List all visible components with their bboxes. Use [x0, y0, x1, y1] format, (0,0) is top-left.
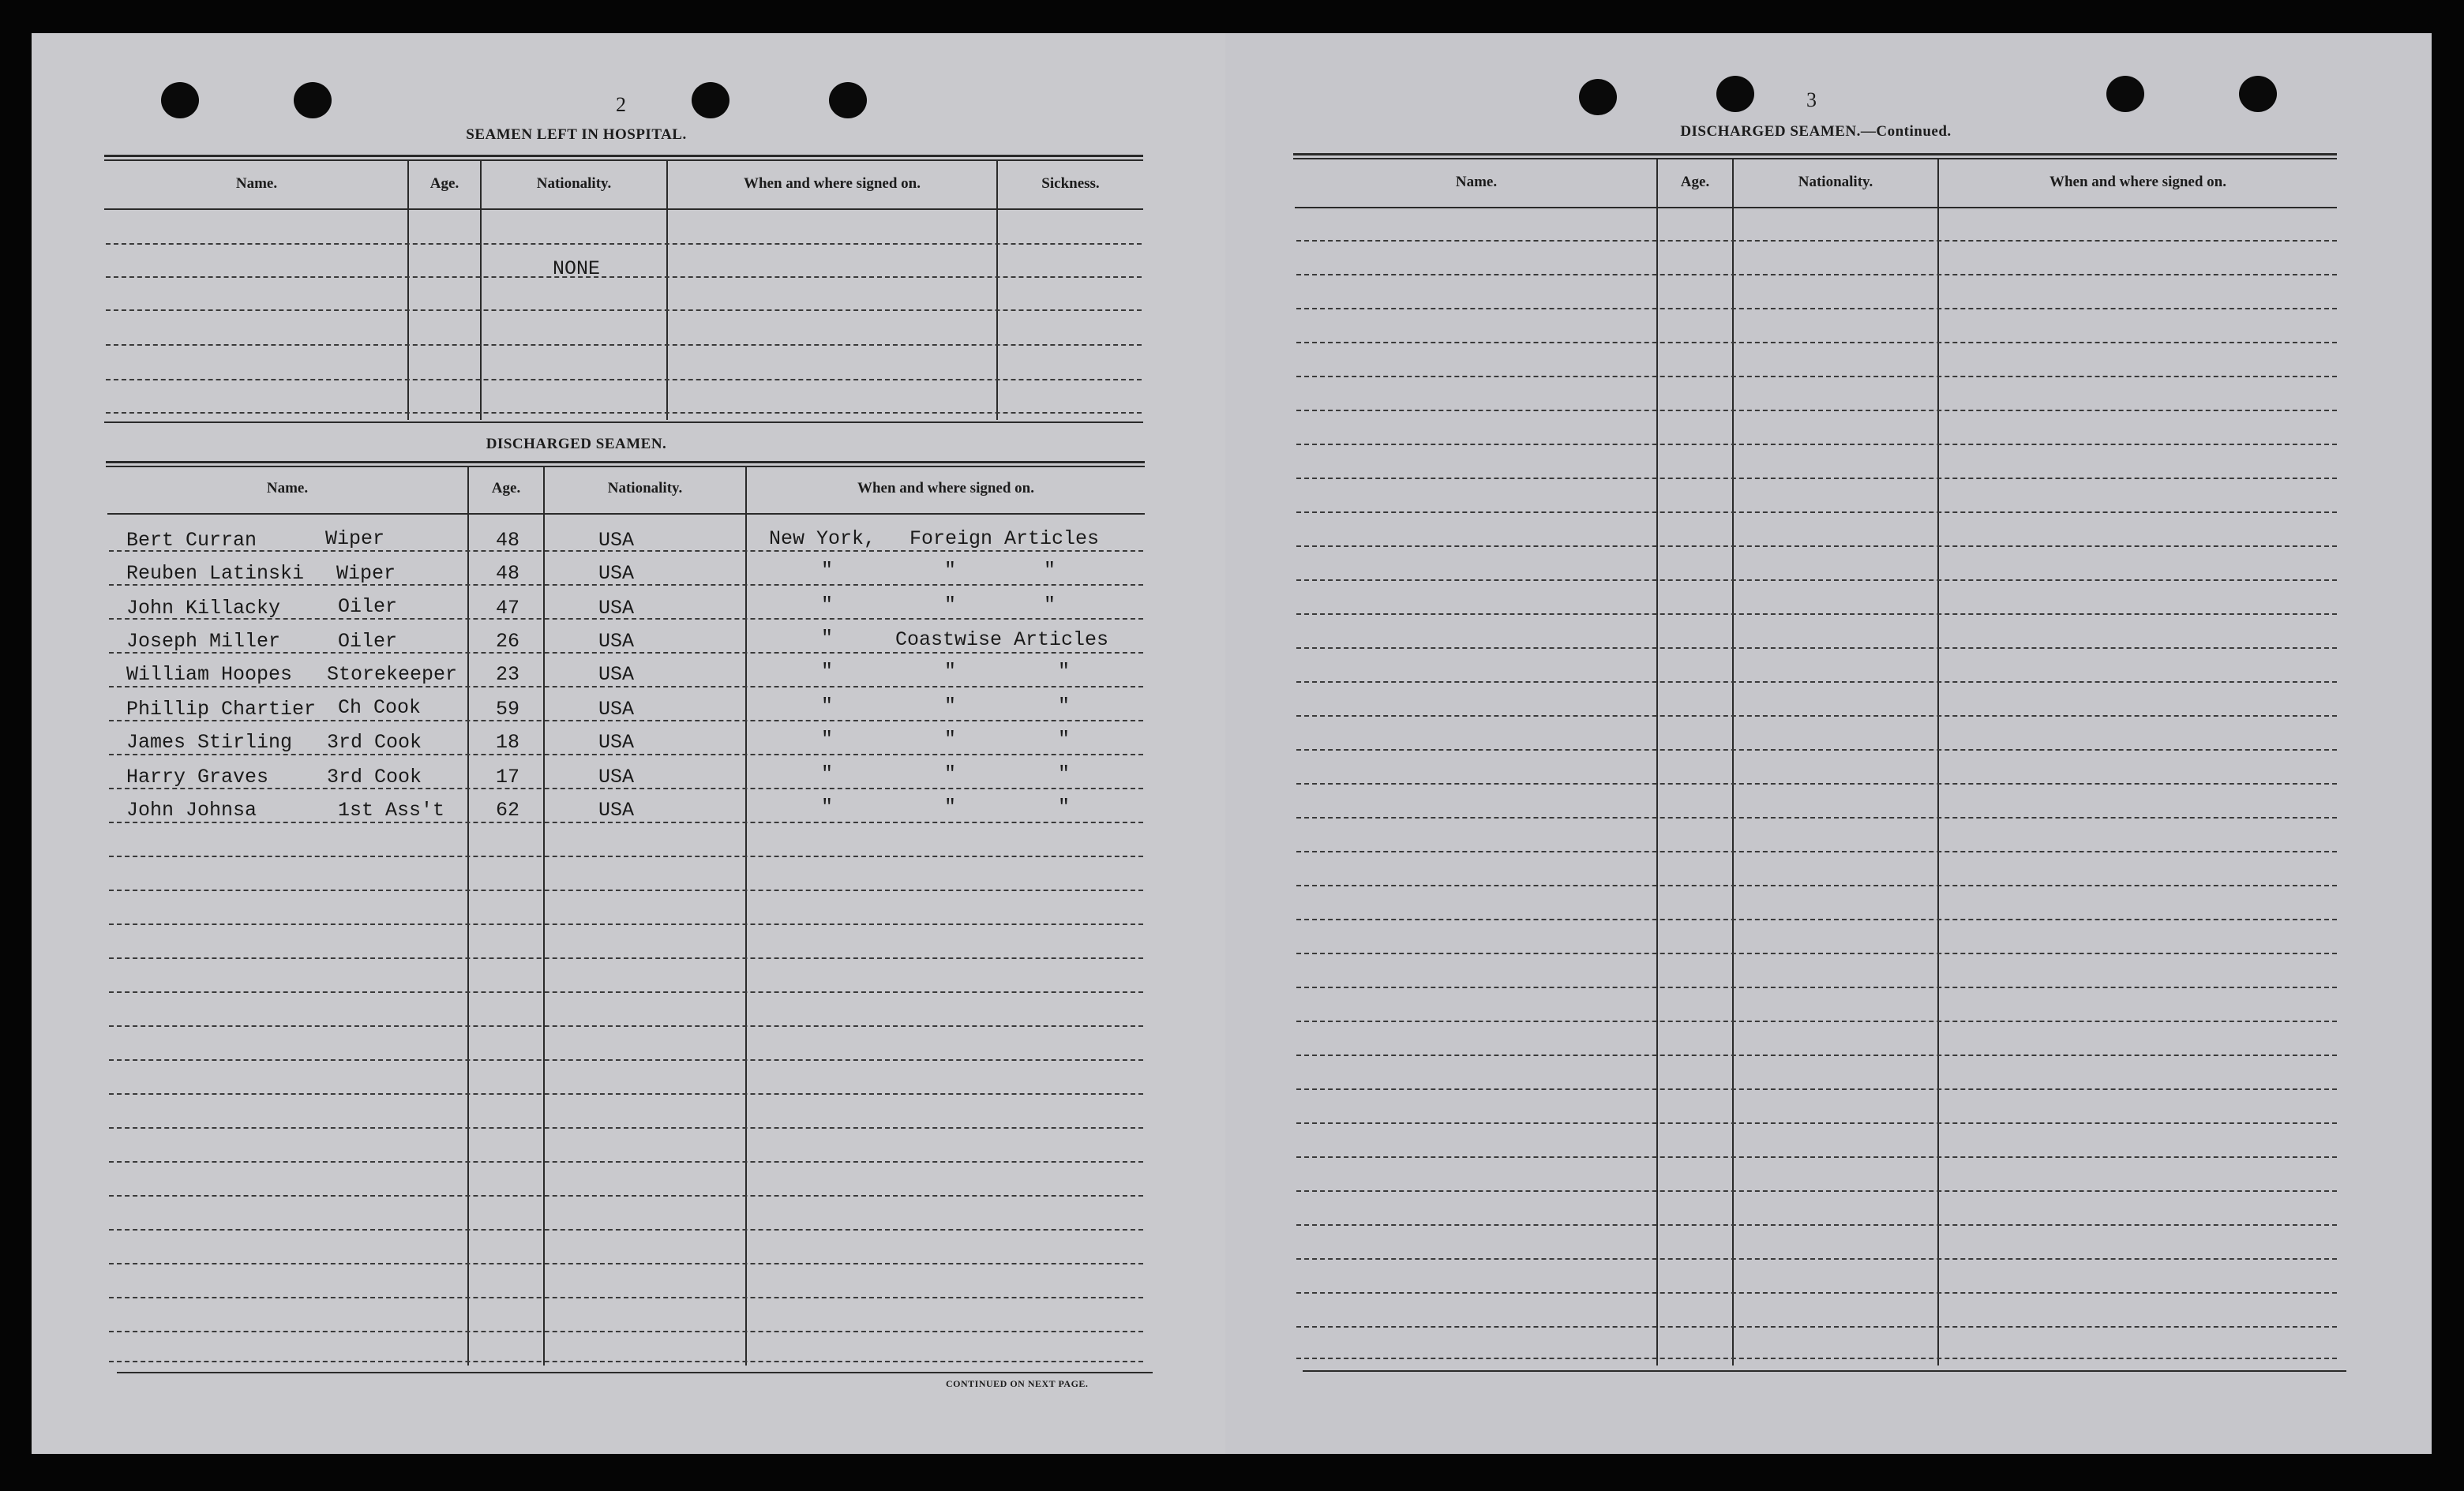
- dotted-line: [106, 276, 1142, 278]
- dotted-line: [1296, 953, 2337, 954]
- table-top-rule: [104, 155, 1143, 157]
- dotted-line: [109, 788, 1143, 789]
- column-divider: [996, 161, 998, 420]
- ditto-mark: ": [944, 559, 957, 582]
- ditto-mark: ": [1044, 594, 1056, 616]
- dotted-line: [109, 991, 1143, 993]
- dotted-line: [1296, 579, 2337, 581]
- ditto-mark: ": [821, 594, 834, 616]
- discharged-section-title: DISCHARGED SEAMEN.: [486, 436, 667, 452]
- dotted-line: [1296, 444, 2337, 445]
- dotted-line: [1296, 1021, 2337, 1022]
- dotted-line: [1296, 613, 2337, 615]
- seaman-name: William Hoopes: [126, 663, 293, 686]
- seaman-nationality: USA: [598, 663, 635, 686]
- punch-hole: [294, 82, 332, 118]
- column-divider: [467, 467, 469, 1366]
- ditto-mark: ": [821, 660, 834, 683]
- seaman-rating: Wiper: [325, 527, 385, 550]
- dotted-line: [1296, 987, 2337, 988]
- dotted-line: [109, 1195, 1143, 1197]
- dotted-line: [1296, 545, 2337, 547]
- hospital-section-title: SEAMEN LEFT IN HOSPITAL.: [466, 126, 687, 143]
- dotted-line: [109, 1229, 1143, 1231]
- continued-footer: CONTINUED ON NEXT PAGE.: [946, 1378, 1089, 1389]
- table-top-rule: [106, 461, 1145, 463]
- dotted-line: [1296, 478, 2337, 479]
- dotted-line: [1296, 1156, 2337, 1158]
- seaman-nationality: USA: [598, 698, 635, 721]
- discharged-col-signed-on: When and where signed on.: [857, 480, 1034, 496]
- seaman-age: 59: [496, 698, 520, 721]
- hospital-col-age: Age.: [429, 175, 459, 192]
- discharged-continued-title: DISCHARGED SEAMEN.—Continued.: [1680, 123, 1952, 140]
- punch-hole: [161, 82, 199, 118]
- dotted-line: [1296, 511, 2337, 513]
- seaman-nationality: USA: [598, 529, 635, 552]
- ditto-mark: ": [821, 728, 834, 751]
- dotted-line: [109, 1093, 1143, 1095]
- punch-hole: [692, 82, 729, 118]
- ditto-mark: ": [1058, 660, 1071, 683]
- seaman-nationality: USA: [598, 597, 635, 620]
- seaman-rating: Ch Cook: [338, 696, 422, 719]
- seaman-nationality: USA: [598, 799, 635, 822]
- seaman-rating: Oiler: [338, 595, 398, 618]
- ditto-mark: ": [944, 796, 957, 819]
- dotted-line: [1296, 1258, 2337, 1260]
- ditto-mark: ": [1058, 695, 1071, 717]
- table-top-rule: [106, 466, 1145, 467]
- signed-on-articles: Foreign Articles: [909, 527, 1100, 550]
- seaman-rating: 3rd Cook: [327, 766, 422, 789]
- signed-on-articles: Coastwise Articles: [895, 628, 1109, 651]
- ditto-mark: ": [944, 695, 957, 717]
- column-divider: [543, 467, 545, 1366]
- seaman-age: 23: [496, 663, 520, 686]
- column-divider: [1937, 159, 1939, 1366]
- continued-col-name: Name.: [1455, 174, 1498, 190]
- ditto-mark: ": [944, 762, 957, 785]
- dotted-line: [109, 686, 1143, 687]
- seaman-nationality: USA: [598, 562, 635, 585]
- seaman-rating: Oiler: [338, 630, 398, 653]
- dotted-line: [1296, 1292, 2337, 1294]
- column-divider: [407, 161, 409, 420]
- seaman-name: James Stirling: [126, 731, 293, 754]
- discharged-col-nationality: Nationality.: [607, 480, 683, 496]
- dotted-line: [1296, 715, 2337, 717]
- seaman-age: 26: [496, 630, 520, 653]
- dotted-line: [109, 1025, 1143, 1027]
- seaman-nationality: USA: [598, 766, 635, 789]
- seaman-age: 17: [496, 766, 520, 789]
- dotted-line: [1296, 749, 2337, 751]
- dotted-line: [1296, 1088, 2337, 1090]
- ditto-mark: ": [821, 559, 834, 582]
- punch-hole: [829, 82, 867, 118]
- section-rule: [104, 421, 1143, 423]
- dotted-line: [1296, 885, 2337, 886]
- column-divider: [1656, 159, 1658, 1366]
- punch-hole: [2239, 76, 2277, 112]
- seaman-nationality: USA: [598, 731, 635, 754]
- ditto-mark: ": [1044, 559, 1056, 582]
- seaman-age: 48: [496, 562, 520, 585]
- table-top-rule: [1293, 158, 2337, 159]
- dotted-line: [109, 856, 1143, 857]
- seaman-name: Bert Curran: [126, 529, 257, 552]
- seaman-age: 62: [496, 799, 520, 822]
- header-underline: [1295, 207, 2337, 208]
- dotted-line: [109, 1331, 1143, 1332]
- seaman-age: 18: [496, 731, 520, 754]
- discharged-col-age: Age.: [491, 480, 521, 496]
- seaman-name: John Killacky: [126, 597, 281, 620]
- dotted-line: [1296, 681, 2337, 683]
- dotted-line: [1296, 851, 2337, 852]
- dotted-line: [109, 890, 1143, 891]
- hospital-col-nationality: Nationality.: [536, 175, 612, 192]
- dotted-line: [109, 720, 1143, 721]
- dotted-line: [109, 618, 1143, 620]
- ditto-mark: ": [1058, 728, 1071, 751]
- seaman-name: Reuben Latinski: [126, 562, 305, 585]
- dotted-line: [1296, 1224, 2337, 1226]
- seaman-rating: 3rd Cook: [327, 731, 422, 754]
- ditto-mark: ": [821, 796, 834, 819]
- table-bottom-rule: [1303, 1370, 2346, 1372]
- dotted-line: [106, 379, 1142, 380]
- dotted-line: [1296, 1358, 2337, 1359]
- column-divider: [745, 467, 747, 1366]
- column-divider: [666, 161, 668, 420]
- punch-hole: [1579, 79, 1617, 115]
- continued-col-signed-on: When and where signed on.: [2049, 174, 2226, 190]
- page-number-right: 3: [1806, 88, 1817, 111]
- seaman-rating: Storekeeper: [327, 663, 458, 686]
- seaman-name: Phillip Chartier: [126, 698, 317, 721]
- dotted-line: [1296, 1055, 2337, 1056]
- discharged-col-name: Name.: [266, 480, 309, 496]
- dotted-line: [1296, 274, 2337, 275]
- seaman-name: John Johnsa: [126, 799, 257, 822]
- dotted-line: [1296, 1122, 2337, 1124]
- dotted-line: [106, 412, 1142, 414]
- dotted-line: [1296, 240, 2337, 242]
- dotted-line: [109, 550, 1143, 552]
- continued-col-age: Age.: [1680, 174, 1710, 190]
- ditto-mark: ": [944, 660, 957, 683]
- seaman-name: Joseph Miller: [126, 630, 281, 653]
- dotted-line: [109, 1161, 1143, 1163]
- hospital-col-sickness: Sickness.: [1041, 175, 1100, 192]
- signed-on-place: New York,: [769, 527, 876, 550]
- dotted-line: [1296, 376, 2337, 377]
- seaman-nationality: USA: [598, 630, 635, 653]
- column-divider: [480, 161, 482, 420]
- dotted-line: [109, 652, 1143, 654]
- column-divider: [1732, 159, 1734, 1366]
- dotted-line: [109, 923, 1143, 925]
- dotted-line: [1296, 817, 2337, 819]
- right-page: [1225, 33, 2432, 1454]
- ditto-mark: ": [1058, 796, 1071, 819]
- dotted-line: [1296, 1190, 2337, 1192]
- continued-col-nationality: Nationality.: [1798, 174, 1873, 190]
- dotted-line: [1296, 919, 2337, 920]
- ditto-mark: ": [821, 627, 834, 650]
- punch-hole: [1716, 76, 1754, 112]
- dotted-line: [106, 344, 1142, 346]
- punch-hole: [2106, 76, 2144, 112]
- table-top-rule: [104, 159, 1143, 161]
- dotted-line: [1296, 342, 2337, 343]
- ditto-mark: ": [944, 594, 957, 616]
- dotted-line: [106, 243, 1142, 245]
- hospital-col-signed-on: When and where signed on.: [743, 175, 921, 192]
- dotted-line: [1296, 308, 2337, 309]
- seaman-name: Harry Graves: [126, 766, 269, 789]
- seaman-rating: 1st Ass't: [338, 799, 445, 822]
- hospital-entry-none: NONE: [553, 257, 601, 280]
- ditto-mark: ": [821, 762, 834, 785]
- hospital-col-name: Name.: [235, 175, 278, 192]
- ditto-mark: ": [944, 728, 957, 751]
- dotted-line: [109, 1059, 1143, 1061]
- dotted-line: [109, 584, 1143, 586]
- dotted-line: [109, 1361, 1143, 1362]
- dotted-line: [1296, 410, 2337, 411]
- header-underline: [107, 513, 1145, 515]
- ditto-mark: ": [1058, 762, 1071, 785]
- page-number-left: 2: [616, 93, 626, 116]
- ditto-mark: ": [821, 695, 834, 717]
- header-underline: [104, 208, 1143, 210]
- dotted-line: [109, 1127, 1143, 1129]
- table-bottom-rule: [117, 1372, 1153, 1373]
- dotted-line: [109, 957, 1143, 959]
- table-top-rule: [1293, 153, 2337, 155]
- seaman-age: 47: [496, 597, 520, 620]
- dotted-line: [1296, 647, 2337, 649]
- dotted-line: [1296, 1326, 2337, 1328]
- dotted-line: [106, 309, 1142, 311]
- seaman-rating: Wiper: [336, 562, 396, 585]
- dotted-line: [109, 754, 1143, 755]
- dotted-line: [1296, 783, 2337, 785]
- dotted-line: [109, 822, 1143, 823]
- dotted-line: [109, 1263, 1143, 1264]
- seaman-age: 48: [496, 529, 520, 552]
- dotted-line: [109, 1297, 1143, 1298]
